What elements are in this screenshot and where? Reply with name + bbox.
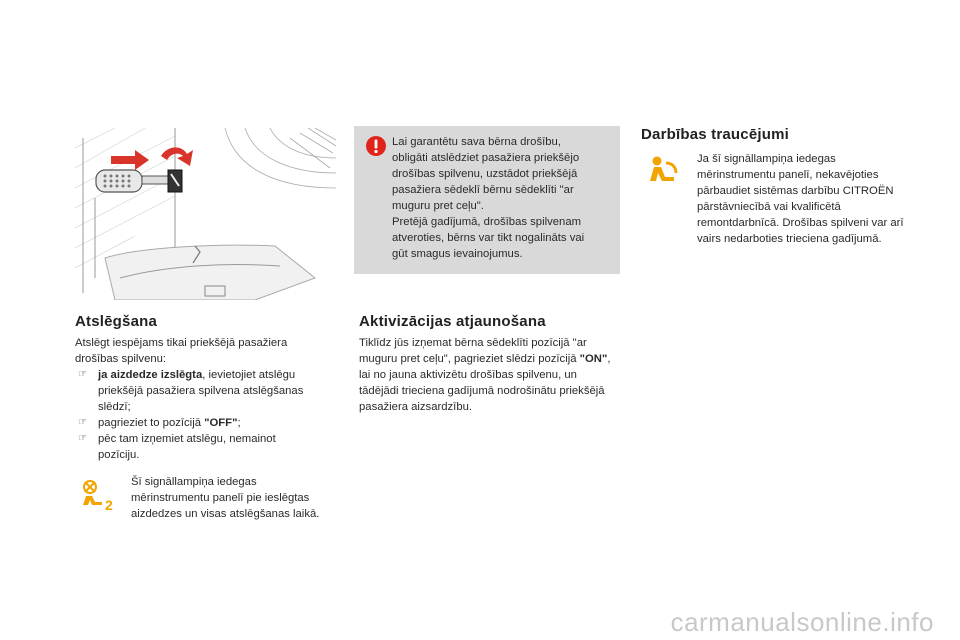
list-item: [75, 367, 320, 415]
fault-text: Ja šī signāllampiņa iedegas mērinstrumentu panelī, nekavējoties pārbaudiet sistēmas darbību CITROËN pārstāvniecībā vai kvalificētā remontdarbnīcā. Drošības spilveni var arī vairs nedarboties trieciena gadījumā.: [697, 153, 904, 245]
svg-text:2: 2: [105, 497, 113, 512]
step-text: pagrieziet to pozīcijā: [98, 417, 205, 429]
warning-line: gūt smagus ievainojumus.: [392, 248, 523, 260]
reactivate-p1: Tiklīdz jūs izņemat bērna sēdeklīti pozīcijā "ar muguru pret ceļu", pagrieziet slēdzi pozīcijā: [359, 337, 587, 365]
fault-title: Darbības traucējumi: [641, 126, 790, 143]
insert-arrow-icon: [111, 150, 149, 170]
lock-intro: Atslēgt iespējams tikai priekšējā pasažiera drošības spilvenu:: [75, 337, 288, 365]
lock-title: Atslēgšana: [75, 313, 158, 330]
warning-box: [354, 126, 620, 274]
bullet-icon: ☞: [78, 433, 87, 444]
warning-line: Lai garantētu sava bērna drošību,: [392, 136, 561, 148]
reactivate-bold: "ON": [579, 353, 608, 365]
dashboard-switch-illustration: [75, 128, 336, 300]
lock-indicator-text: Šī signāllampiņa iedegas mērinstrumentu panelī pie ieslēgtas aizdedzes un visas atslēgšanas laikā.: [131, 476, 320, 520]
warning-icon: [366, 136, 386, 156]
key-switch-drawing: [75, 128, 336, 300]
key-icon: [96, 170, 170, 192]
warning-line: obligāti atslēdziet pasažiera priekšējo: [392, 152, 580, 164]
step-bold: ja aizdedze izslēgta: [98, 369, 203, 381]
step-text: ;: [237, 417, 241, 429]
step-bold: "OFF": [204, 417, 238, 429]
rotate-arrow-icon: [161, 147, 193, 166]
reactivate-title: Aktivizācijas atjaunošana: [359, 313, 546, 330]
warning-line: drošības spilvenu, uzstādot priekšējā: [392, 168, 578, 180]
lock-steps: [75, 367, 320, 463]
warning-line: pasažiera sēdeklī bērnu sēdeklīti "ar: [392, 184, 574, 196]
list-item: [75, 415, 320, 431]
airbag-off-indicator-icon: [80, 480, 118, 512]
list-item: [75, 431, 320, 463]
bullet-icon: ☞: [78, 417, 87, 428]
bullet-icon: ☞: [78, 369, 87, 380]
lock-body: [75, 335, 320, 463]
reactivate-p2: , lai no jauna aktivizētu drošības spilvenu, un tādējādi trieciena gadījumā nodrošinātu priekšējā pasažiera aizsardzību.: [359, 353, 611, 413]
warning-line: muguru pret ceļu".: [392, 200, 484, 212]
airbag-fault-icon: [646, 155, 680, 189]
warning-line: Pretējā gadījumā, drošības spilvenam: [392, 216, 582, 228]
reactivate-text: [359, 335, 617, 415]
watermark: carmanualsonline.info: [670, 607, 934, 637]
step-text: , ievietojiet atslēgu priekšējā pasažiera spilvena atslēgšanas slēdzī;: [98, 369, 304, 413]
warning-text: [392, 134, 614, 262]
warning-line: atveroties, bērns var tikt nogalināts vai: [392, 232, 585, 244]
step-text: pēc tam izņemiet atslēgu, nemainot pozīciju.: [98, 433, 276, 461]
